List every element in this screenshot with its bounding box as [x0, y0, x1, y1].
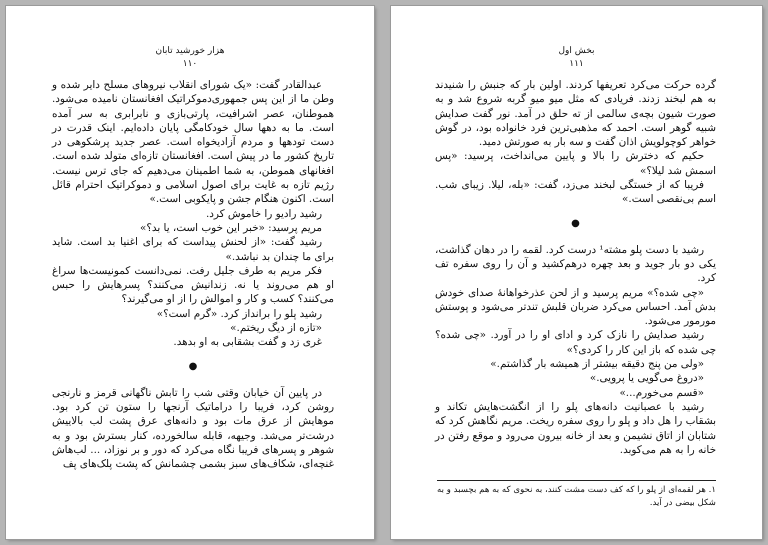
paragraph: رشید رادیو را خاموش کرد. [205, 207, 322, 220]
paragraph: رشید با دست پلو مشته¹ درست کرد. لقمه را در دهان گذاشت، یکی دو بار جوید و بعد چهره درهم‌کشید و آن را روی سفره تف کرد. [435, 243, 716, 285]
section-break: ● [571, 217, 580, 229]
footnote-divider [437, 480, 716, 481]
paragraph: فکر مریم به طرف جلیل رفت. نمی‌دانست کمونیست‌ها سراغ او هم می‌روند یا نه. زندانیش می‌کنند؟ پسرهایش را حبس می‌کنند؟ کسب و کار و اموالش را از او می‌گیرند؟ [52, 264, 334, 306]
right-page [391, 6, 762, 539]
footnote: ۱. هر لقمه‌ای از پلو را که کف دست مشت کنند، به نحوی که به هم بچسبد و به شکل بیضی در آید. [437, 485, 716, 508]
page-body [52, 78, 334, 471]
page-number: ۱۱۰ [182, 59, 198, 69]
paragraph: رشید پلو را برانداز کرد. «گرم است؟» [156, 307, 322, 320]
paragraph: «دروغ می‌گویی یا پرویی.» [589, 372, 704, 385]
paragraph: حکیم که دخترش را بالا و پایین می‌انداخت، پرسید: «پس اسمش شد لیلا؟» [435, 150, 716, 177]
paragraph: مریم پرسید: «خبر این خوب است، یا بد؟» [140, 221, 322, 234]
left-page [6, 6, 374, 539]
running-title: بخش اول [558, 46, 595, 56]
paragraph: در پایین آن خیابان وقتی شب را تابش ناگهانی قرمز و نارنجی روشن کرد، فریبا را دراماتیک آرنجها را ستون تن کرد بود. موهایش از عرق مات بود و دانه‌های عرق پشت لب بالاییش درشت‌تر می‌شد. وجیهه، قابله سالخورده، کنار بسترش بود و به شوهر و پسرهای فریبا نگاه می‌کرد که دور و بر نوزاد، ... لب‌هاش غنچه‌ای، شکاف‌های سبز بشمی چشمانش که پشت پلک‌های پف [52, 386, 334, 471]
paragraph: رشید با عصبانیت دانه‌های پلو را از انگشت‌هایش تکاند و بشقاب را هل داد و پلو را روی سفره ریخت. مریم نگاهش کرد که شتابان از اتاق نشیمن و بعد از خانه بیرون می‌رود و موقع رفتن در خانه را به هم می‌کوبد. [435, 400, 716, 456]
paragraph: رشید گفت: «از لحنش پیداست که برای اغنیا بد است. شاید برای ما چندان بد نباشد.» [52, 236, 334, 263]
paragraph: گرده حرکت می‌کرد تعریفها کردند. اولین بار که جنبش را شنیدند به هم لبخند زدند. فریادی که مثل میو میو گربه شروع شد و به صورت شیون بچه‌ی سالمی از ته حلق در آمد. نور گفت صدایش شبیه گوهر است. احمد که مذهبی‌ترین فرد خانواده بود، در گوش خواهر کوچولویش اذان گفت و سه بار به صورتش دمید. [435, 79, 716, 149]
page-number: ۱۱۱ [569, 59, 584, 69]
page-body [435, 78, 716, 457]
paragraph: غری زد و گفت بشقابی به او بدهد. [173, 336, 322, 349]
running-title: هزار خورشید تابان [155, 46, 225, 56]
paragraph: «تازه از دیگ ریختم.» [230, 322, 322, 335]
paragraph: رشید صدایش را نازک کرد و ادای او را در آورد. «چی شده؟ چی شده که باز این کار را کردی؟» [435, 329, 716, 356]
section-break: ● [188, 360, 198, 372]
paragraph: «قسم می‌خورم...» [619, 386, 704, 399]
paragraph: «ولی من پنج دقیقه بیشتر از همیشه بار گذاشتم.» [490, 358, 704, 371]
paragraph: عبدالقادر گفت: «یک شورای انقلاب نیروهای مسلح دایر شده و وطن ما از این پس جمهوری‌دموکراتیک افغانستان نامیده می‌شود. هموطنان، عصر اشرافیت، پارتی‌بازی و نابرابری به سر آمده است. ما به دهها سال خودکامگی پایان داده‌ایم. اینک قدرت در دست تودهها و مردم آزادیخواه است. عصر جدید پرشکوهی در تاریخ کشور ما در پیش است. افغانستان تازه‌ای متولد شده است. افغانهای هموطن، به شما اطمینان می‌دهیم که جای ترس نیست. رژیم تازه به غایت برای اصول اسلامی و دموکراتیک احترام قائل است. اکنون هنگام جشن و پایکوبی است.» [52, 79, 334, 206]
paragraph: «چی شده؟» مریم پرسید و از لحن عذرخواهانهٔ صدای خودش بدش آمد. احساس می‌کرد ضربان قلبش تندتر می‌شود و پوستش مورمور می‌شود. [435, 286, 716, 328]
paragraph: فریبا که از خستگی لبخند می‌زد، گفت: «بله، لیلا. زیبای شب. اسم بی‌نقصی است.» [435, 179, 716, 206]
